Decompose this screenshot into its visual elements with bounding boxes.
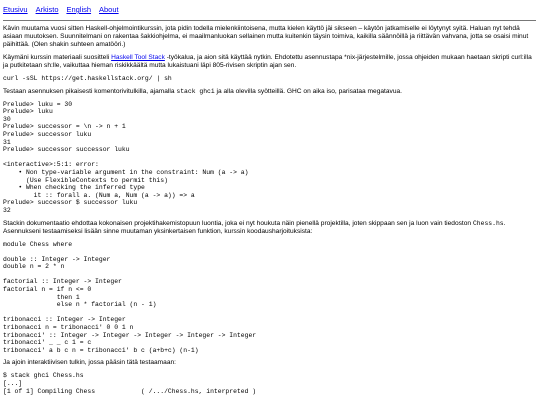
paragraph-ghci-text-b: ja alla olevilla syötteillä. GHC on aika iso, parisataa megatavua. [214, 87, 403, 95]
nav-link-english[interactable]: English [66, 5, 92, 14]
inline-code-chess-hs: Chess.hs [472, 219, 504, 227]
article [3, 25, 537, 395]
haskell-tool-stack-link[interactable]: Haskell Tool Stack [111, 54, 165, 61]
nav-link-etusivu[interactable]: Etusivu [3, 5, 28, 14]
top-nav [3, 0, 537, 15]
inline-code-stack-ghci: stack ghci [176, 87, 215, 95]
paragraph-chess-file [3, 220, 535, 236]
paragraph-ghci-text-a: Testaan asennuksen pikaisesti komentorivitulkilla, ajamalla [3, 87, 177, 95]
code-block-ghci-session: Prelude> luku = 30 Prelude> luku 30 Prelude> successor = \n -> n + 1 Prelude> successor luku 31 Prelude> successor successor luku <interactive>:5:1: error: • Non type-variable argument in the constraint: Num (a -> a) (Use FlexibleContexts to permit this) • When checking the inferred type it :: forall a. (Num a, Num (a -> a)) => a Prelude> successor $ successor luku 32 [3, 100, 249, 214]
paragraph-stack-text-b: -työkalua, ja aion sitä käyttää nytkin. Ehdotettu asennustapa *nix-järjestelmille, jossa ohjeiden mukaan haetaan skripti curl:illa ja putkitetaan sh:lle, vaikuttaa hieman riskikkäältä mutta lukaistuani läpi 805-rivisen skriptin ajan sen. [3, 54, 532, 69]
paragraph-interactive: Ja ajoin interaktiivisen tulkin, jossa pääsin tätä testaamaan: [3, 359, 176, 367]
nav-link-arkisto[interactable]: Arkisto [35, 5, 59, 14]
paragraph-chess-text-b: . Asennukseni testaamiseksi lisään sinne muutaman yksinkertaisen funktion, kurssin koodausharjoituksista: [3, 219, 506, 235]
nav-divider [3, 20, 536, 21]
code-block-chess-module: module Chess where double :: Integer -> Integer double n = 2 * n factorial :: Integer -> Integer factorial n = if n <= 0 then 1 else n * factorial (n - 1) tribonacci :: Integer -> Integer tribonacci n = tribonacci' 0 0 1 n tribonacci' :: Integer -> Integer -> Integer -> Integer -> Integer tribonacci' _ _ c 1 = c tribonacci' a b c n = tribonacci' b c (a+b+c) (n-1) [3, 240, 257, 354]
code-block-run-ghci: $ stack ghci Chess.hs [...] [1 of 1] Compiling Chess ( /.../Chess.hs, interpreted ) [3, 372, 257, 395]
paragraph-chess-text-a: Stackin dokumentaatio ehdottaa kokonaisen projektihakemistopuun luontia, joka ei nyt houkuta näin pienellä projektilla, joten skippaan sen ja luon vain tiedoston [3, 219, 473, 227]
code-block-install: curl -sSL https://get.haskellstack.org/ | sh [3, 75, 172, 82]
nav-link-about[interactable]: About [99, 5, 119, 14]
paragraph-stack-text-a: Käymäni kurssin materiaali suositteli [3, 54, 112, 61]
paragraph-stack [3, 54, 535, 70]
paragraph-ghci [3, 88, 535, 96]
paragraph-intro: Kävin muutama vuosi sitten Haskell-ohjelmointikurssin, jota pidin todella mielenkiintoisena, mutta kielen käyttö jäi sikseen – käytön jatkamiselle ei löytynyt syitä. Haluan nyt tehdä asiaan muutoksen. Suunnitelmani on rakentaa šakkiohjelma, ei maailmanluokan sellainen mutta kuitenkin täysin toimiva, kaikilla säännöillä ja riittävän vahvana, jotta se osaisi minut päihittää. (Olen shakin suhteen amatööri.) [3, 25, 529, 48]
